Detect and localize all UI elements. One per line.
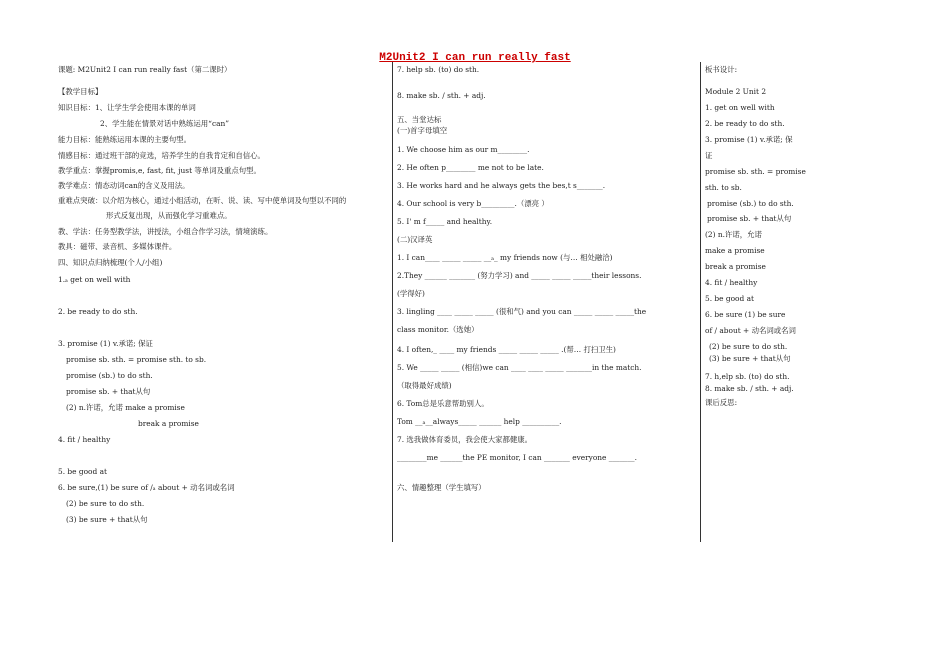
board-design-heading: 板书设计: — [705, 65, 738, 74]
exercise-a-1: 1. We choose him as our m________. — [397, 145, 530, 154]
point-4: 4. fit / healthy — [58, 435, 111, 444]
board-make-promise: make a promise — [705, 246, 765, 255]
exercise-b-2-hint: (学得好) — [397, 289, 425, 298]
subsection-translation: (二)汉译英 — [397, 235, 433, 244]
teaching-difficulty: 教学难点：情态动词can的含义及用法。 — [58, 181, 190, 190]
exercise-b-5: 5. We _____ _____ (相信)we can ____ ____ _____ _______in the match. — [397, 363, 642, 372]
exercise-a-2: 2. He often p________ me not to be late. — [397, 163, 544, 172]
after-class-reflection: 课后反思: — [705, 398, 738, 407]
exercise-b-7: 7. 选我做体育委员，我会使大家都健康。 — [397, 435, 533, 444]
point-7: 7. help sb. (to) do sth. — [397, 65, 480, 74]
point-8: 8. make sb. / sth. + adj. — [397, 91, 486, 100]
ability-objective: 能力目标：能熟练运用本课的主要句型。 — [58, 135, 192, 144]
point-3-noun: (2) n.许诺，允诺 make a promise — [66, 403, 185, 412]
left-column — [58, 0, 388, 672]
point-3-noun-2: break a promise — [138, 419, 199, 428]
document-title: M2Unit2 I can run really fast — [379, 52, 571, 64]
exercise-b-1: 1. I can____ _____ _____ __ₐ_ my friends now (与… 相处融洽) — [397, 253, 613, 262]
point-6-usage-3: (3) be sure + that从句 — [66, 515, 148, 524]
exercise-b-4: 4. I often,_ ____ my friends _____ _____ _____ .(帮… 打扫卫生) — [397, 345, 616, 354]
board-point-8: 8. make sb. / sth. + adj. — [705, 384, 794, 393]
board-point-6-usage-2: (2) be sure to do sth. — [709, 342, 788, 351]
teaching-methods: 教、学法：任务型教学法，讲授法，小组合作学习法，情境演练。 — [58, 227, 273, 236]
board-point-6-cont: of / about + 动名词或名词 — [705, 326, 796, 335]
point-3-usage-2: promise (sb.) to do sth. — [66, 371, 153, 380]
exercise-b-3-cont: class monitor.（选她） — [397, 325, 479, 334]
board-point-3-usage-3: promise sb. + that从句 — [707, 214, 792, 223]
right-column — [705, 0, 895, 672]
board-point-7: 7. h,elp sb. (to) do sth. — [705, 372, 790, 381]
point-5: 5. be good at — [58, 467, 107, 476]
section-heading-objectives: 【教学目标】 — [58, 87, 103, 96]
breakthrough-line-2: 形式反复出现，从而强化学习重难点。 — [106, 211, 232, 220]
board-point-3-noun: (2) n.许诺，允诺 — [705, 230, 762, 239]
exercise-b-5-hint: （取得最好成绩) — [397, 381, 452, 390]
subsection-initial-letter: (一)首字母填空 — [397, 126, 448, 135]
exercise-b-2: 2.They ______ _______ (努力学习) and _____ _____ _____their lessons. — [397, 271, 642, 280]
board-point-2: 2. be ready to do sth. — [705, 119, 785, 128]
exercise-b-3: 3. lingling ____ _____ _____ (很和气) and you can _____ _____ _____the — [397, 307, 647, 316]
board-point-1: 1. get on well with — [705, 103, 775, 112]
exercise-a-4: 4. Our school is very b_________.（漂亮 ） — [397, 199, 549, 208]
point-1: 1.ₐ get on well with — [58, 275, 131, 284]
exercise-b-6: 6. Tom总是乐意帮助别人。 — [397, 399, 489, 408]
board-point-3: 3. promise (1) v.承诺; 保 — [705, 135, 793, 144]
board-point-5: 5. be good at — [705, 294, 754, 303]
knowledge-objective-2: 2、学生能在情景对话中熟练运用“can” — [100, 119, 230, 128]
knowledge-objective-1: 知识目标：1、让学生学会使用本课的单词 — [58, 103, 196, 112]
point-3-usage-3: promise sb. + that从句 — [66, 387, 151, 396]
point-2: 2. be ready to do sth. — [58, 307, 138, 316]
exercise-b-7-answer: ________me ______the PE monitor, I can _______ everyone _______. — [397, 453, 637, 462]
middle-column — [397, 0, 697, 672]
point-3: 3. promise (1) v.承诺; 保证 — [58, 339, 153, 348]
column-divider-right — [700, 62, 701, 542]
emotion-objective: 情感目标：通过班干部的竞选，培养学生的自我肯定和自信心。 — [58, 151, 265, 160]
exercise-b-6-answer: Tom __ₐ__always_____ ______ help __________. — [397, 417, 562, 426]
section-heading-summary: 四、知识点归纳梳理(个人/小组) — [58, 258, 163, 267]
exercise-a-5: 5. I' m f_____ and healthy. — [397, 217, 493, 226]
board-point-3-usage-1-cont: sth. to sb. — [705, 183, 742, 192]
breakthrough-line-1: 重难点突破：以介绍为核心，通过小组活动，在听、说、读、写中使单词及句型以不同的 — [58, 196, 347, 205]
point-3-usage-1: promise sb. sth. = promise sth. to sb. — [66, 355, 207, 364]
section-heading-reflection: 六、情趣整理（学生填写） — [397, 483, 486, 492]
board-module: Module 2 Unit 2 — [705, 87, 767, 96]
board-point-3-usage-1: promise sb. sth. = promise — [705, 167, 806, 176]
board-point-6: 6. be sure (1) be sure — [705, 310, 786, 319]
point-6: 6. be sure,(1) be sure of /ₐ about + 动名词或名词 — [58, 483, 235, 492]
board-point-6-usage-3: (3) be sure + that从句 — [709, 354, 791, 363]
exercise-a-3: 3. He works hard and he always gets the bes,t s_______. — [397, 181, 606, 190]
board-point-3-cont: 证 — [705, 151, 713, 160]
board-point-4: 4. fit / healthy — [705, 278, 758, 287]
point-6-usage-2: (2) be sure to do sth. — [66, 499, 145, 508]
teaching-aids: 教具：磁带、录音机、多媒体课件。 — [58, 242, 177, 251]
lesson-topic: 课题: M2Unit2 I can run really fast（第二课时） — [58, 65, 232, 74]
column-divider-left — [392, 62, 393, 542]
board-point-3-usage-2: promise (sb.) to do sth. — [707, 199, 794, 208]
section-heading-practice: 五、当堂达标 — [397, 115, 442, 124]
teaching-focus: 教学重点：掌握promis,e, fast, fit, just 等单词及重点句型。 — [58, 166, 261, 175]
board-break-promise: break a promise — [705, 262, 766, 271]
